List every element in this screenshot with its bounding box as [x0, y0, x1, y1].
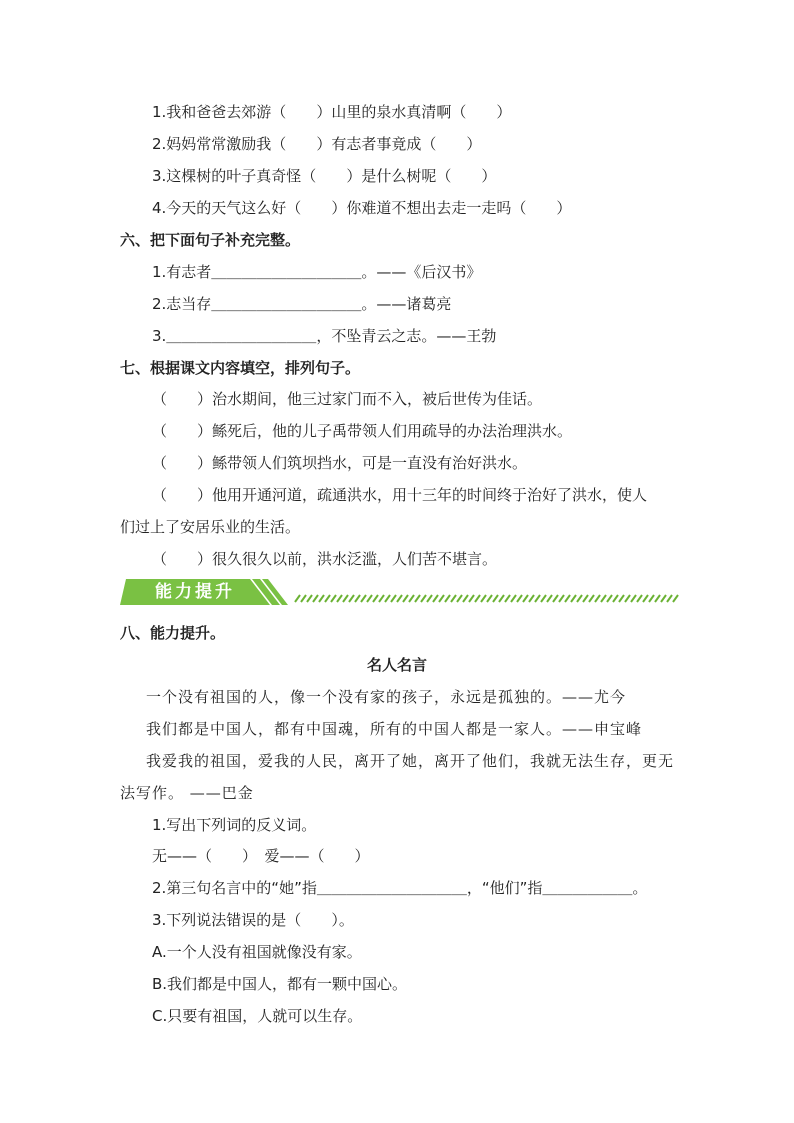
banner-hatch-stroke: [631, 595, 636, 602]
s7-item-4: （ ）他用开通河道，疏通洪水，用十三年的时间终于治好了洪水，使人: [152, 486, 648, 504]
banner-hatch: [295, 595, 678, 602]
banner-hatch-stroke: [295, 595, 300, 602]
ability-banner: [120, 575, 680, 609]
banner-label: 能力提升: [155, 582, 235, 602]
s5-item-1: 1.我和爸爸去郊游（ ）山里的泉水真清啊（ ）: [152, 103, 512, 121]
s6-item-3: 3.＿＿＿＿＿＿＿＿＿＿，不坠青云之志。——王勃: [152, 327, 497, 345]
banner-hatch-stroke: [553, 595, 558, 602]
banner-hatch-stroke: [409, 595, 414, 602]
banner-hatch-stroke: [499, 595, 504, 602]
section6-heading: 六、把下面句子补充完整。: [120, 231, 301, 249]
option-a: A.一个人没有祖国就像没有家。: [152, 943, 362, 961]
quote-3-cont: 法写作。 ——巴金: [120, 784, 254, 802]
s5-item-2: 2.妈妈常常激励我（ ）有志者事竟成（ ）: [152, 135, 482, 153]
banner-hatch-stroke: [367, 595, 372, 602]
banner-hatch-stroke: [319, 595, 324, 602]
banner-hatch-stroke: [361, 595, 366, 602]
banner-hatch-stroke: [625, 595, 630, 602]
banner-hatch-stroke: [577, 595, 582, 602]
banner-hatch-stroke: [439, 595, 444, 602]
banner-hatch-stroke: [373, 595, 378, 602]
banner-hatch-stroke: [529, 595, 534, 602]
banner-hatch-stroke: [445, 595, 450, 602]
banner-hatch-stroke: [661, 595, 666, 602]
banner-hatch-stroke: [355, 595, 360, 602]
section8-heading: 八、能力提升。: [120, 624, 226, 642]
banner-hatch-stroke: [475, 595, 480, 602]
banner-hatch-stroke: [433, 595, 438, 602]
banner-hatch-stroke: [619, 595, 624, 602]
banner-hatch-stroke: [649, 595, 654, 602]
banner-hatch-stroke: [463, 595, 468, 602]
banner-hatch-stroke: [637, 595, 642, 602]
quote-1: 一个没有祖国的人，像一个没有家的孩子，永远是孤独的。——尤今: [146, 688, 627, 706]
banner-hatch-stroke: [559, 595, 564, 602]
banner-hatch-stroke: [307, 595, 312, 602]
s7-item-3: （ ）鲧带领人们筑坝挡水，可是一直没有治好洪水。: [152, 454, 528, 472]
s7-item-5: （ ）很久很久以前，洪水泛滥，人们苦不堪言。: [152, 550, 498, 568]
banner-hatch-stroke: [349, 595, 354, 602]
banner-hatch-stroke: [547, 595, 552, 602]
banner-hatch-stroke: [415, 595, 420, 602]
question-1: 1.写出下列词的反义词。: [152, 816, 317, 834]
banner-hatch-stroke: [655, 595, 660, 602]
banner-hatch-stroke: [673, 595, 678, 602]
option-b: B.我们都是中国人，都有一颗中国心。: [152, 975, 408, 993]
banner-hatch-stroke: [601, 595, 606, 602]
banner-hatch-stroke: [493, 595, 498, 602]
banner-hatch-stroke: [451, 595, 456, 602]
section7-heading: 七、根据课文内容填空，排列句子。: [120, 359, 361, 377]
banner-hatch-stroke: [379, 595, 384, 602]
question-3: 3.下列说法错误的是（ ）。: [152, 911, 354, 929]
s7-item-2: （ ）鲧死后，他的儿子禹带领人们用疏导的办法治理洪水。: [152, 422, 573, 440]
banner-hatch-stroke: [571, 595, 576, 602]
banner-hatch-stroke: [541, 595, 546, 602]
banner-hatch-stroke: [421, 595, 426, 602]
banner-hatch-stroke: [607, 595, 612, 602]
question-1-items: 无——（ ） 爱——（ ）: [152, 847, 370, 865]
s5-item-3: 3.这棵树的叶子真奇怪（ ）是什么树呢（ ）: [152, 167, 497, 185]
s7-item-4-cont: 们过上了安居乐业的生活。: [120, 518, 301, 536]
banner-hatch-stroke: [583, 595, 588, 602]
s6-item-2: 2.志当存＿＿＿＿＿＿＿＿＿＿。——诸葛亮: [152, 295, 452, 313]
banner-hatch-stroke: [643, 595, 648, 602]
banner-hatch-stroke: [505, 595, 510, 602]
banner-hatch-stroke: [391, 595, 396, 602]
s7-item-1: （ ）治水期间，他三过家门而不入，被后世传为佳话。: [152, 390, 543, 408]
banner-hatch-stroke: [667, 595, 672, 602]
banner-hatch-stroke: [403, 595, 408, 602]
s5-item-4: 4.今天的天气这么好（ ）你难道不想出去走一走吗（ ）: [152, 199, 572, 217]
banner-hatch-stroke: [469, 595, 474, 602]
banner-hatch-stroke: [385, 595, 390, 602]
option-c: C.只要有祖国，人就可以生存。: [152, 1007, 363, 1025]
banner-hatch-stroke: [331, 595, 336, 602]
banner-hatch-stroke: [397, 595, 402, 602]
banner-hatch-stroke: [487, 595, 492, 602]
quote-2: 我们都是中国人，都有中国魂，所有的中国人都是一家人。——申宝峰: [146, 720, 643, 738]
banner-hatch-stroke: [589, 595, 594, 602]
banner-hatch-stroke: [325, 595, 330, 602]
banner-hatch-stroke: [427, 595, 432, 602]
banner-hatch-stroke: [613, 595, 618, 602]
banner-hatch-stroke: [457, 595, 462, 602]
banner-hatch-stroke: [313, 595, 318, 602]
quotes-title: 名人名言: [366, 656, 427, 674]
banner-hatch-stroke: [511, 595, 516, 602]
banner-hatch-stroke: [301, 595, 306, 602]
banner-hatch-stroke: [595, 595, 600, 602]
banner-hatch-stroke: [337, 595, 342, 602]
banner-hatch-stroke: [535, 595, 540, 602]
banner-hatch-stroke: [517, 595, 522, 602]
banner-hatch-stroke: [523, 595, 528, 602]
banner-hatch-stroke: [343, 595, 348, 602]
banner-hatch-stroke: [565, 595, 570, 602]
quote-3: 我爱我的祖国，爱我的人民，离开了她，离开了他们，我就无法生存，更无: [146, 752, 675, 770]
s6-item-1: 1.有志者＿＿＿＿＿＿＿＿＿＿。——《后汉书》: [152, 263, 482, 281]
question-2: 2.第三句名言中的“她”指＿＿＿＿＿＿＿＿＿＿，“他们”指＿＿＿＿＿＿。: [152, 879, 648, 897]
banner-hatch-stroke: [481, 595, 486, 602]
